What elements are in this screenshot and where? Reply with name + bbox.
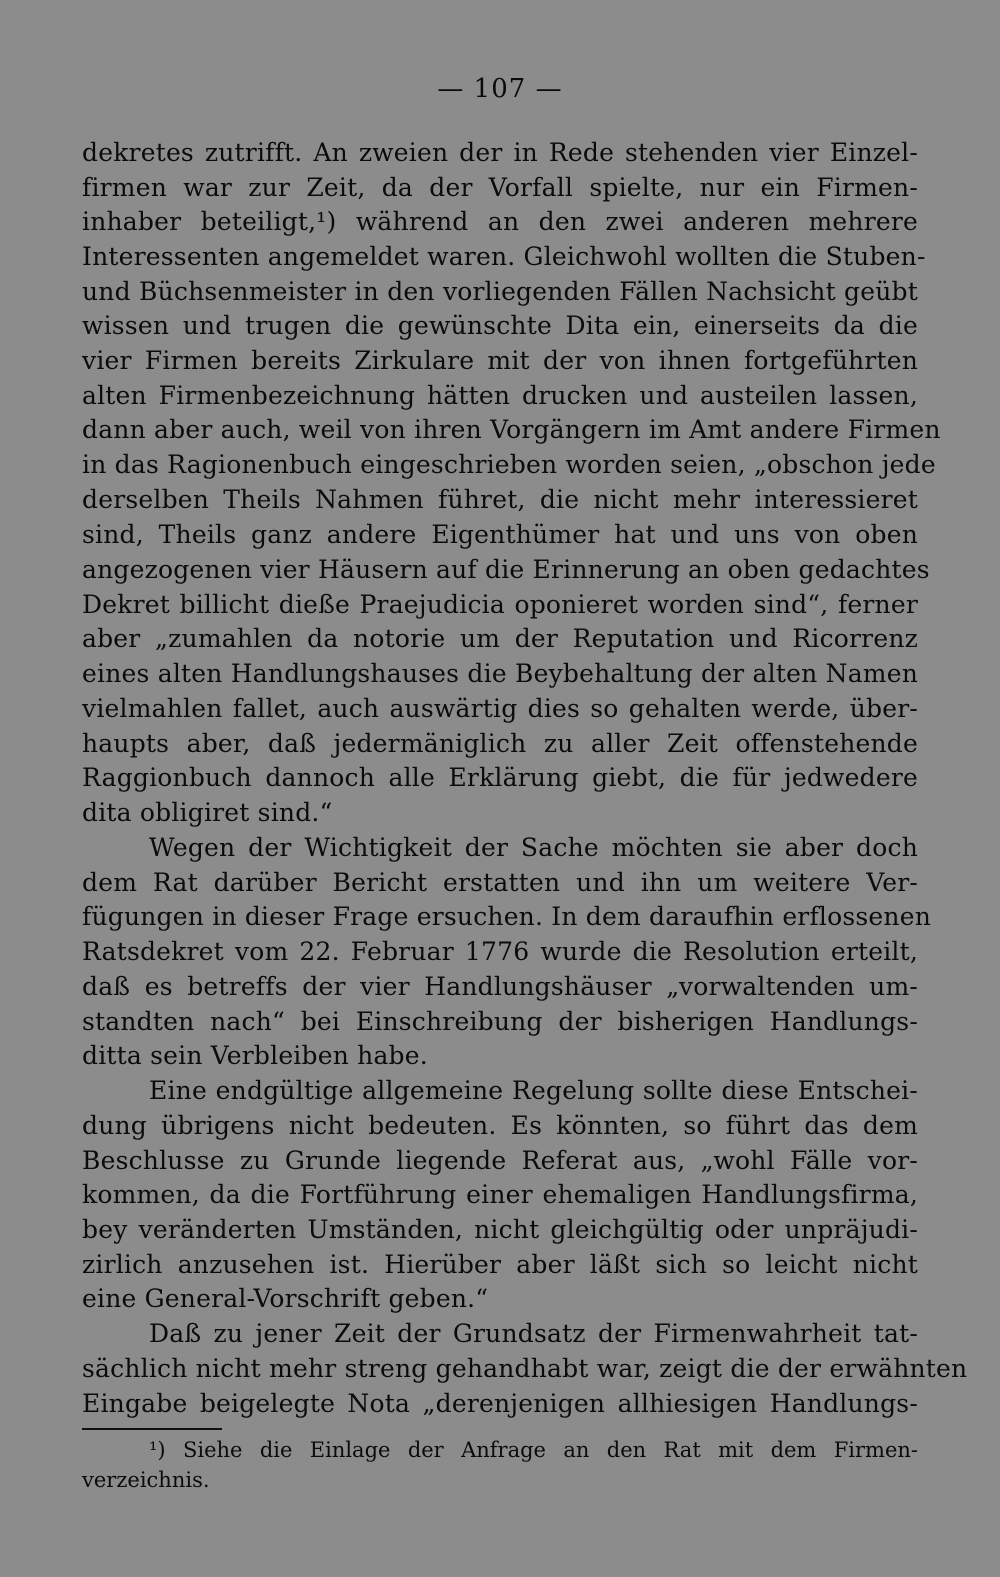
page-number: — 107 — xyxy=(437,74,563,104)
text-line: und Büchsenmeister in den vorliegenden Fällen Nachsicht geübt xyxy=(82,277,918,306)
text-line: derselben Theils Nahmen führet, die nicht mehr interessieret xyxy=(82,485,918,514)
text-line: eine General-Vorschrift geben.“ xyxy=(82,1284,489,1313)
paragraph-start-line: Daß zu jener Zeit der Grundsatz der Firmenwahrheit tat- xyxy=(149,1319,918,1348)
text-line: bey veränderten Umständen, nicht gleichgültig oder unpräjudi- xyxy=(82,1215,918,1244)
text-line: haupts aber, daß jedermäniglich zu aller Zeit offenstehende xyxy=(82,729,918,758)
text-line: wissen und trugen die gewünschte Dita ein, einerseits da die xyxy=(82,311,918,340)
text-line: fügungen in dieser Frage ersuchen. In dem daraufhin erflossenen xyxy=(82,902,932,931)
text-line: ditta sein Verbleiben habe. xyxy=(82,1041,428,1070)
footnote-divider xyxy=(82,1428,222,1430)
text-line: kommen, da die Fortführung einer ehemaligen Handlungsfirma, xyxy=(82,1180,918,1209)
paragraph-start-line: Wegen der Wichtigkeit der Sache möchten sie aber doch xyxy=(149,833,918,862)
text-line: sächlich nicht mehr streng gehandhabt war, zeigt die der erwähnten xyxy=(82,1354,968,1383)
text-line: Eingabe beigelegte Nota „derenjenigen allhiesigen Handlungs- xyxy=(82,1389,918,1418)
text-line: dung übrigens nicht bedeuten. Es könnten, so führt das dem xyxy=(82,1111,918,1140)
text-line: firmen war zur Zeit, da der Vorfall spielte, nur ein Firmen- xyxy=(82,173,918,202)
text-line: dem Rat darüber Bericht erstatten und ihn um weitere Ver- xyxy=(82,868,918,897)
text-line: angezogenen vier Häusern auf die Erinnerung an oben gedachtes xyxy=(82,555,930,584)
text-line: dita obligiret sind.“ xyxy=(82,798,333,827)
text-line: vier Firmen bereits Zirkulare mit der von ihnen fortgeführten xyxy=(82,346,918,375)
text-line: inhaber beteiligt,¹) während an den zwei anderen mehrere xyxy=(82,207,918,236)
text-line: dekretes zutrifft. An zweien der in Rede stehenden vier Einzel- xyxy=(82,138,918,167)
text-line: dann aber auch, weil von ihren Vorgängern im Amt andere Firmen xyxy=(82,415,941,444)
text-line: vielmahlen fallet, auch auswärtig dies so gehalten werde, über- xyxy=(82,694,918,723)
text-line: eines alten Handlungshauses die Beybehaltung der alten Namen xyxy=(82,659,918,688)
text-line: in das Ragionenbuch eingeschrieben worden seien, „obschon jede xyxy=(82,450,936,479)
text-line: alten Firmenbezeichnung hätten drucken und austeilen lassen, xyxy=(82,381,918,410)
text-line: Beschlusse zu Grunde liegende Referat aus, „wohl Fälle vor- xyxy=(82,1146,918,1175)
text-line: zirlich anzusehen ist. Hierüber aber läßt sich so leicht nicht xyxy=(82,1250,918,1279)
text-line: Raggionbuch dannoch alle Erklärung giebt, die für jedwedere xyxy=(82,763,918,792)
text-line: standten nach“ bei Einschreibung der bisherigen Handlungs- xyxy=(82,1007,918,1036)
text-line: sind, Theils ganz andere Eigenthümer hat und uns von oben xyxy=(82,520,918,549)
footnote-line: ¹) Siehe die Einlage der Anfrage an den Rat mit dem Firmen- xyxy=(149,1438,918,1462)
paragraph-start-line: Eine endgültige allgemeine Regelung sollte diese Entschei- xyxy=(149,1076,918,1105)
text-line: aber „zumahlen da notorie um der Reputation und Ricorrenz xyxy=(82,624,918,653)
text-line: daß es betreffs der vier Handlungshäuser „vorwaltenden um- xyxy=(82,972,918,1001)
text-line: Dekret billicht dieße Praejudicia oponieret worden sind“, ferner xyxy=(82,590,918,619)
text-line: Interessenten angemeldet waren. Gleichwohl wollten die Stuben- xyxy=(82,242,926,271)
footnote-line: verzeichnis. xyxy=(82,1468,210,1492)
text-line: Ratsdekret vom 22. Februar 1776 wurde die Resolution erteilt, xyxy=(82,937,918,966)
